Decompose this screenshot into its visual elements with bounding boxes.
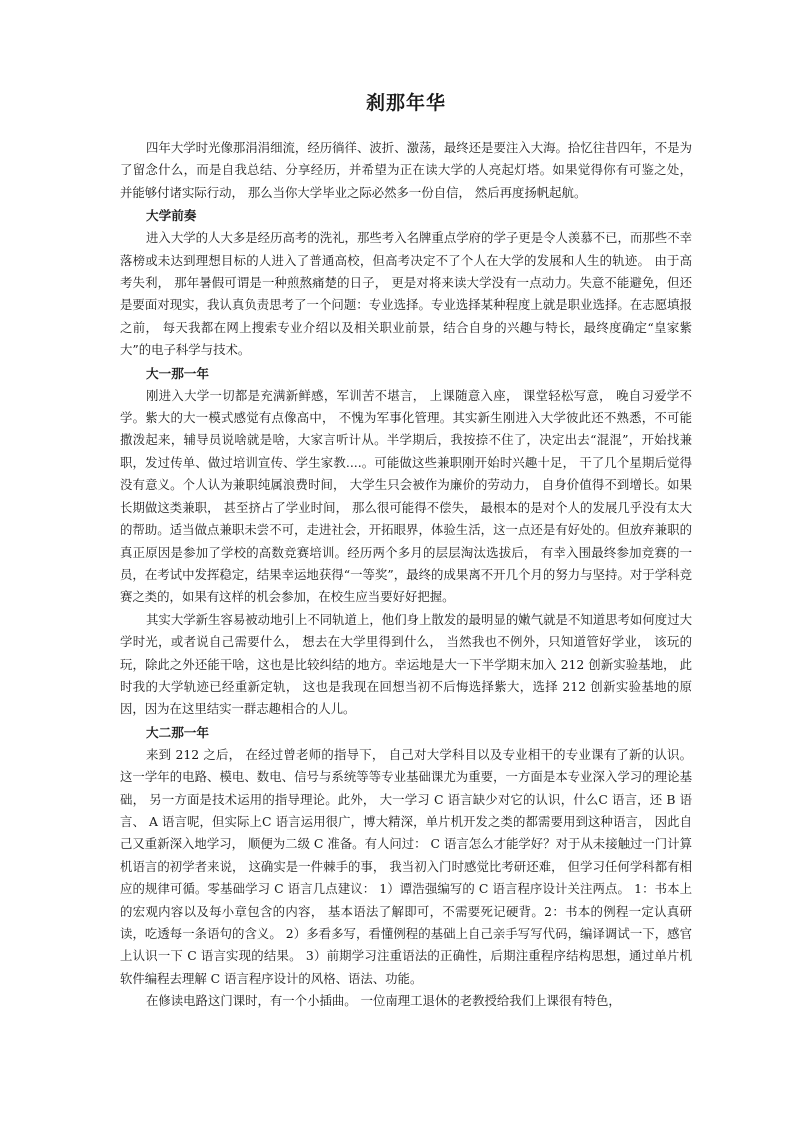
intro-paragraph: 四年大学时光像那涓涓细流，经历徜徉、波折、激荡，最终还是要注入大海。拾忆往昔四年，不是为了留念什么，而是自我总结、分享经历，并希望为正在读大学的人亮起灯塔。如果觉得你有可鉴之处， 并能够付诸实际行动， 那么当你大学毕业之际必然多一份自信， 然后再度扬帆起航。 (120, 140, 692, 200)
paragraph-freshman-1: 刚进入大学一切都是充满新鲜感，军训苦不堪言， 上课随意入座， 课堂轻松写意， 晚自习爱学不学。紫大的大一模式感觉有点像高中， 不愧为军事化管理。其实新生刚进入大学彼此还不熟悉，不可能撒泼起来，辅导员说啥就是啥，大家言听计从。半学期后，我按捺不住了，决定出去“混混”，开始找兼职，发过传单、做过培训宣传、学生家教....。可能做这些兼职刚开始时兴趣十足， 干了几个星期后觉得没有意义。个人认为兼职纯属浪费时间， 大学生只会被作为廉价的劳动力， 自身价值得不到增长。如果长期做这类兼职， 甚至挤占了学业时间， 那么很可能得不偿失， 最根本的是对个人的发展几乎没有太大的帮助。适当做点兼职未尝不可，走进社会，开拓眼界，体验生活，这一点还是有好处的。但放弃兼职的真正原因是参加了学校的高数竞赛培训。经历两个多月的层层淘汰选拔后， 有幸入围最终参加竞赛的一员，在考试中发挥稳定，结果幸运地获得“一等奖”，最终的成果离不开几个月的努力与坚持。对于学科竞赛之类的，如果有这样的机会参加，在校生应当要好好把握。 (120, 387, 692, 605)
section-heading-prelude: 大学前奏 (146, 208, 197, 224)
page-title: 刹那年华 (365, 92, 446, 114)
paragraph-prelude: 进入大学的人大多是经历高考的洗礼，那些考入名牌重点学府的学子更是令人羡慕不已，而那些不幸落榜或未达到理想目标的人进入了普通高校，但高考决定不了个人在大学的发展和人生的轨迹。 由于高考失利， 那年暑假可谓是一种煎熬痛楚的日子， 更是对将来读大学没有一点动力。失意不能避免，但还是要面对现实，我认真负责思考了一个问题：专业选择。专业选择某种程度上就是职业选择。在志愿填报之前， 每天我都在网上搜索专业介绍以及相关职业前景，结合自身的兴趣与特长，最终度确定“皇家紫大”的电子科学与技术。 (120, 230, 692, 358)
paragraph-sophomore-2: 在修读电路这门课时，有一个小插曲。 一位南理工退休的老教授给我们上课很有特色， (146, 993, 621, 1009)
section-heading-sophomore: 大二那一年 (146, 724, 209, 740)
paragraph-freshman-2: 其实大学新生容易被动地引上不同轨道上，他们身上散发的最明显的嫩气就是不知道思考如何度过大学时光，或者说自己需要什么， 想去在大学里得到什么， 当然我也不例外，只知道管好学业， 该玩的玩，除此之外还能干啥，这也是比较纠结的地方。幸运地是大一下半学期末加入 212 创新实验基地， 此时我的大学轨迹已经重新定轨， 这也是我现在回想当初不后悔选择紫大，选择 212 创新实验基地的原因，因为在这里结实一群志趣相合的人儿。 (120, 611, 692, 717)
paragraph-sophomore-1: 来到 212 之后， 在经过曾老师的指导下， 自己对大学科目以及专业相干的专业课有了新的认识。这一学年的电路、模电、数电、信号与系统等等专业基础课尤为重要，一方面是本专业深入学习的理论基础， 另一方面是技术运用的指导理论。此外， 大一学习 C 语言缺少对它的认识，什么C 语言，还 B 语言、 A 语言呢，但实际上C 语言运用很广，博大精深，单片机开发之类的都需要用到这种语言， 因此自己又重新深入地学习， 顺便为二级 C 准备。有人问过： C 语言怎么才能学好？对于从未接触过一门计算机语言的初学者来说， 这确实是一件棘手的事， 我当初入门时感觉比考研还难， 但学习任何学科都有相应的规律可循。零基础学习 C 语言几点建议： 1）谭浩强编写的 C 语言程序设计关注两点。 1：书本上的宏观内容以及每小章包含的内容， 基本语法了解即可，不需要死记硬背。2：书本的例程一定认真研读，吃透每一条语句的含义。 2）多看多写，看懂例程的基础上自己亲手写写代码，编译调试一下，感官上认识一下 C 语言实现的结果。 3）前期学习注重语法的正确性，后期注重程序结构思想，通过单片机软件编程去理解 C 语言程序设计的风格、语法、功能。 (120, 746, 692, 986)
section-heading-freshman: 大一那一年 (146, 365, 209, 381)
